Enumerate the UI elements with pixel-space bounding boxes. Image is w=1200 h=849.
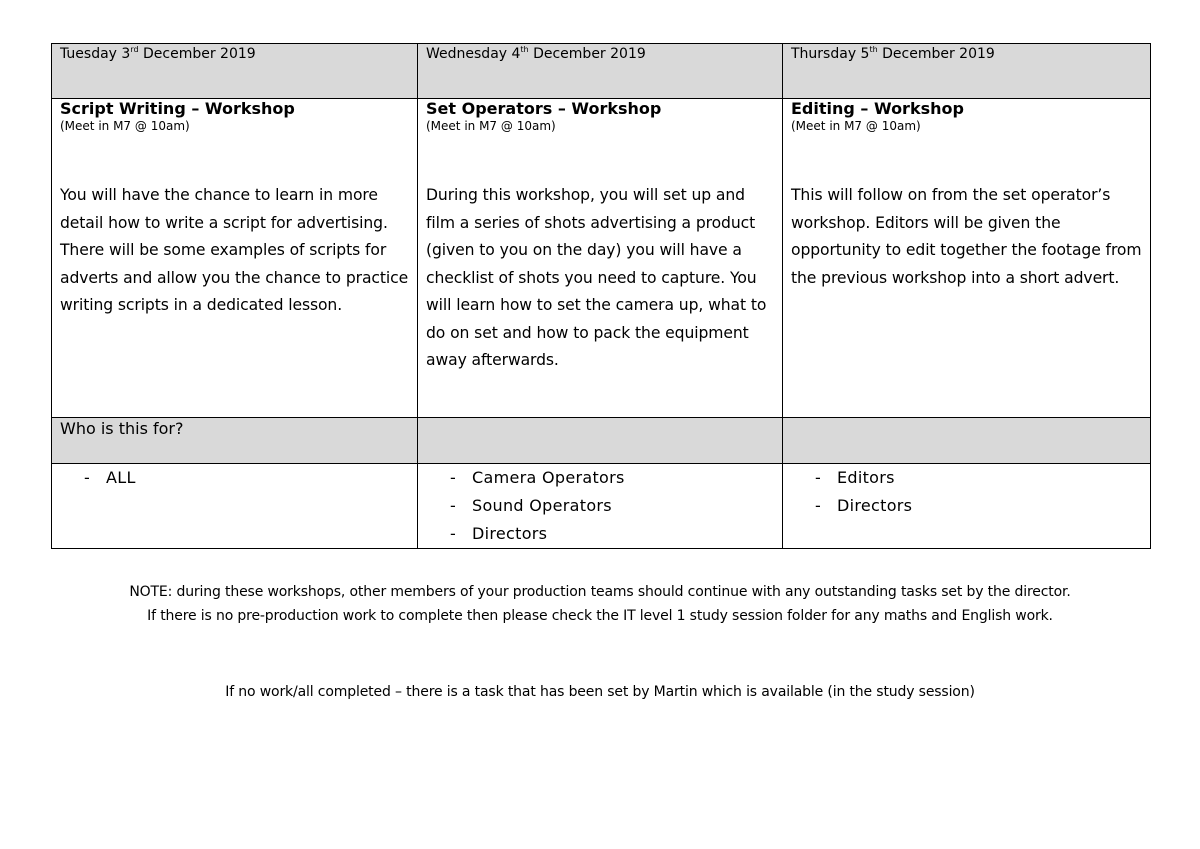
list-item: - Sound Operators xyxy=(450,492,774,520)
note-line-2: If there is no pre-production work to complete then please check the IT level 1 study session folder for any maths and English work. xyxy=(147,608,1053,624)
date-text: Tuesday 3 xyxy=(60,46,131,62)
date-ordinal: th xyxy=(869,45,878,54)
date-text-rest: December 2019 xyxy=(528,46,646,62)
audience-list xyxy=(791,464,1142,520)
audience-list xyxy=(426,464,774,548)
audience-row xyxy=(52,464,1151,549)
workshop-location: (Meet in M7 @ 10am) xyxy=(426,119,556,133)
list-item: - Directors xyxy=(450,520,774,548)
workshop-cell-script-writing xyxy=(52,99,418,418)
workshop-description: You will have the chance to learn in more detail how to write a script for advertising. There will be some examples of scripts for adverts and allow you the chance to practice writing scripts in a dedicated lesson. xyxy=(60,186,409,314)
date-ordinal: th xyxy=(520,45,529,54)
workshop-title: Script Writing – Workshop xyxy=(60,99,295,118)
list-item: - Directors xyxy=(815,492,1142,520)
list-item: - Editors xyxy=(815,464,1142,492)
who-header-row xyxy=(52,418,1151,464)
workshop-location: (Meet in M7 @ 10am) xyxy=(60,119,190,133)
workshop-title: Set Operators – Workshop xyxy=(426,99,662,118)
date-ordinal: rd xyxy=(130,45,139,54)
audience-cell-set-operators xyxy=(418,464,783,549)
list-item: - Camera Operators xyxy=(450,464,774,492)
date-text-rest: December 2019 xyxy=(138,46,256,62)
note-line-3: If no work/all completed – there is a task that has been set by Martin which is available (in the study session) xyxy=(225,684,975,700)
who-empty-cell xyxy=(783,418,1151,464)
who-label-cell: Who is this for? xyxy=(52,418,418,464)
workshop-details-row xyxy=(52,99,1151,418)
workshop-schedule-table xyxy=(51,43,1151,549)
date-header-row xyxy=(52,44,1151,99)
who-empty-cell xyxy=(418,418,783,464)
audience-list xyxy=(60,464,409,492)
list-item: - ALL xyxy=(84,464,409,492)
date-cell-thursday xyxy=(783,44,1151,99)
workshop-cell-set-operators xyxy=(418,99,783,418)
date-text: Thursday 5 xyxy=(791,46,870,62)
workshop-description: This will follow on from the set operator’s workshop. Editors will be given the opportunity to edit together the footage from the previous workshop into a short advert. xyxy=(791,186,1142,287)
workshop-description: During this workshop, you will set up and film a series of shots advertising a product (given to you on the day) you will have a checklist of shots you need to capture. You will learn how to set the camera up, what to do on set and how to pack the equipment away afterwards. xyxy=(426,186,767,369)
workshop-cell-editing xyxy=(783,99,1151,418)
date-cell-wednesday xyxy=(418,44,783,99)
date-cell-tuesday xyxy=(52,44,418,99)
audience-cell-script-writing xyxy=(52,464,418,549)
audience-cell-editing xyxy=(783,464,1151,549)
workshop-title: Editing – Workshop xyxy=(791,99,964,118)
note-line-1: NOTE: during these workshops, other members of your production teams should continue with any outstanding tasks set by the director. xyxy=(129,584,1071,600)
date-text: Wednesday 4 xyxy=(426,46,521,62)
date-text-rest: December 2019 xyxy=(877,46,995,62)
workshop-location: (Meet in M7 @ 10am) xyxy=(791,119,921,133)
